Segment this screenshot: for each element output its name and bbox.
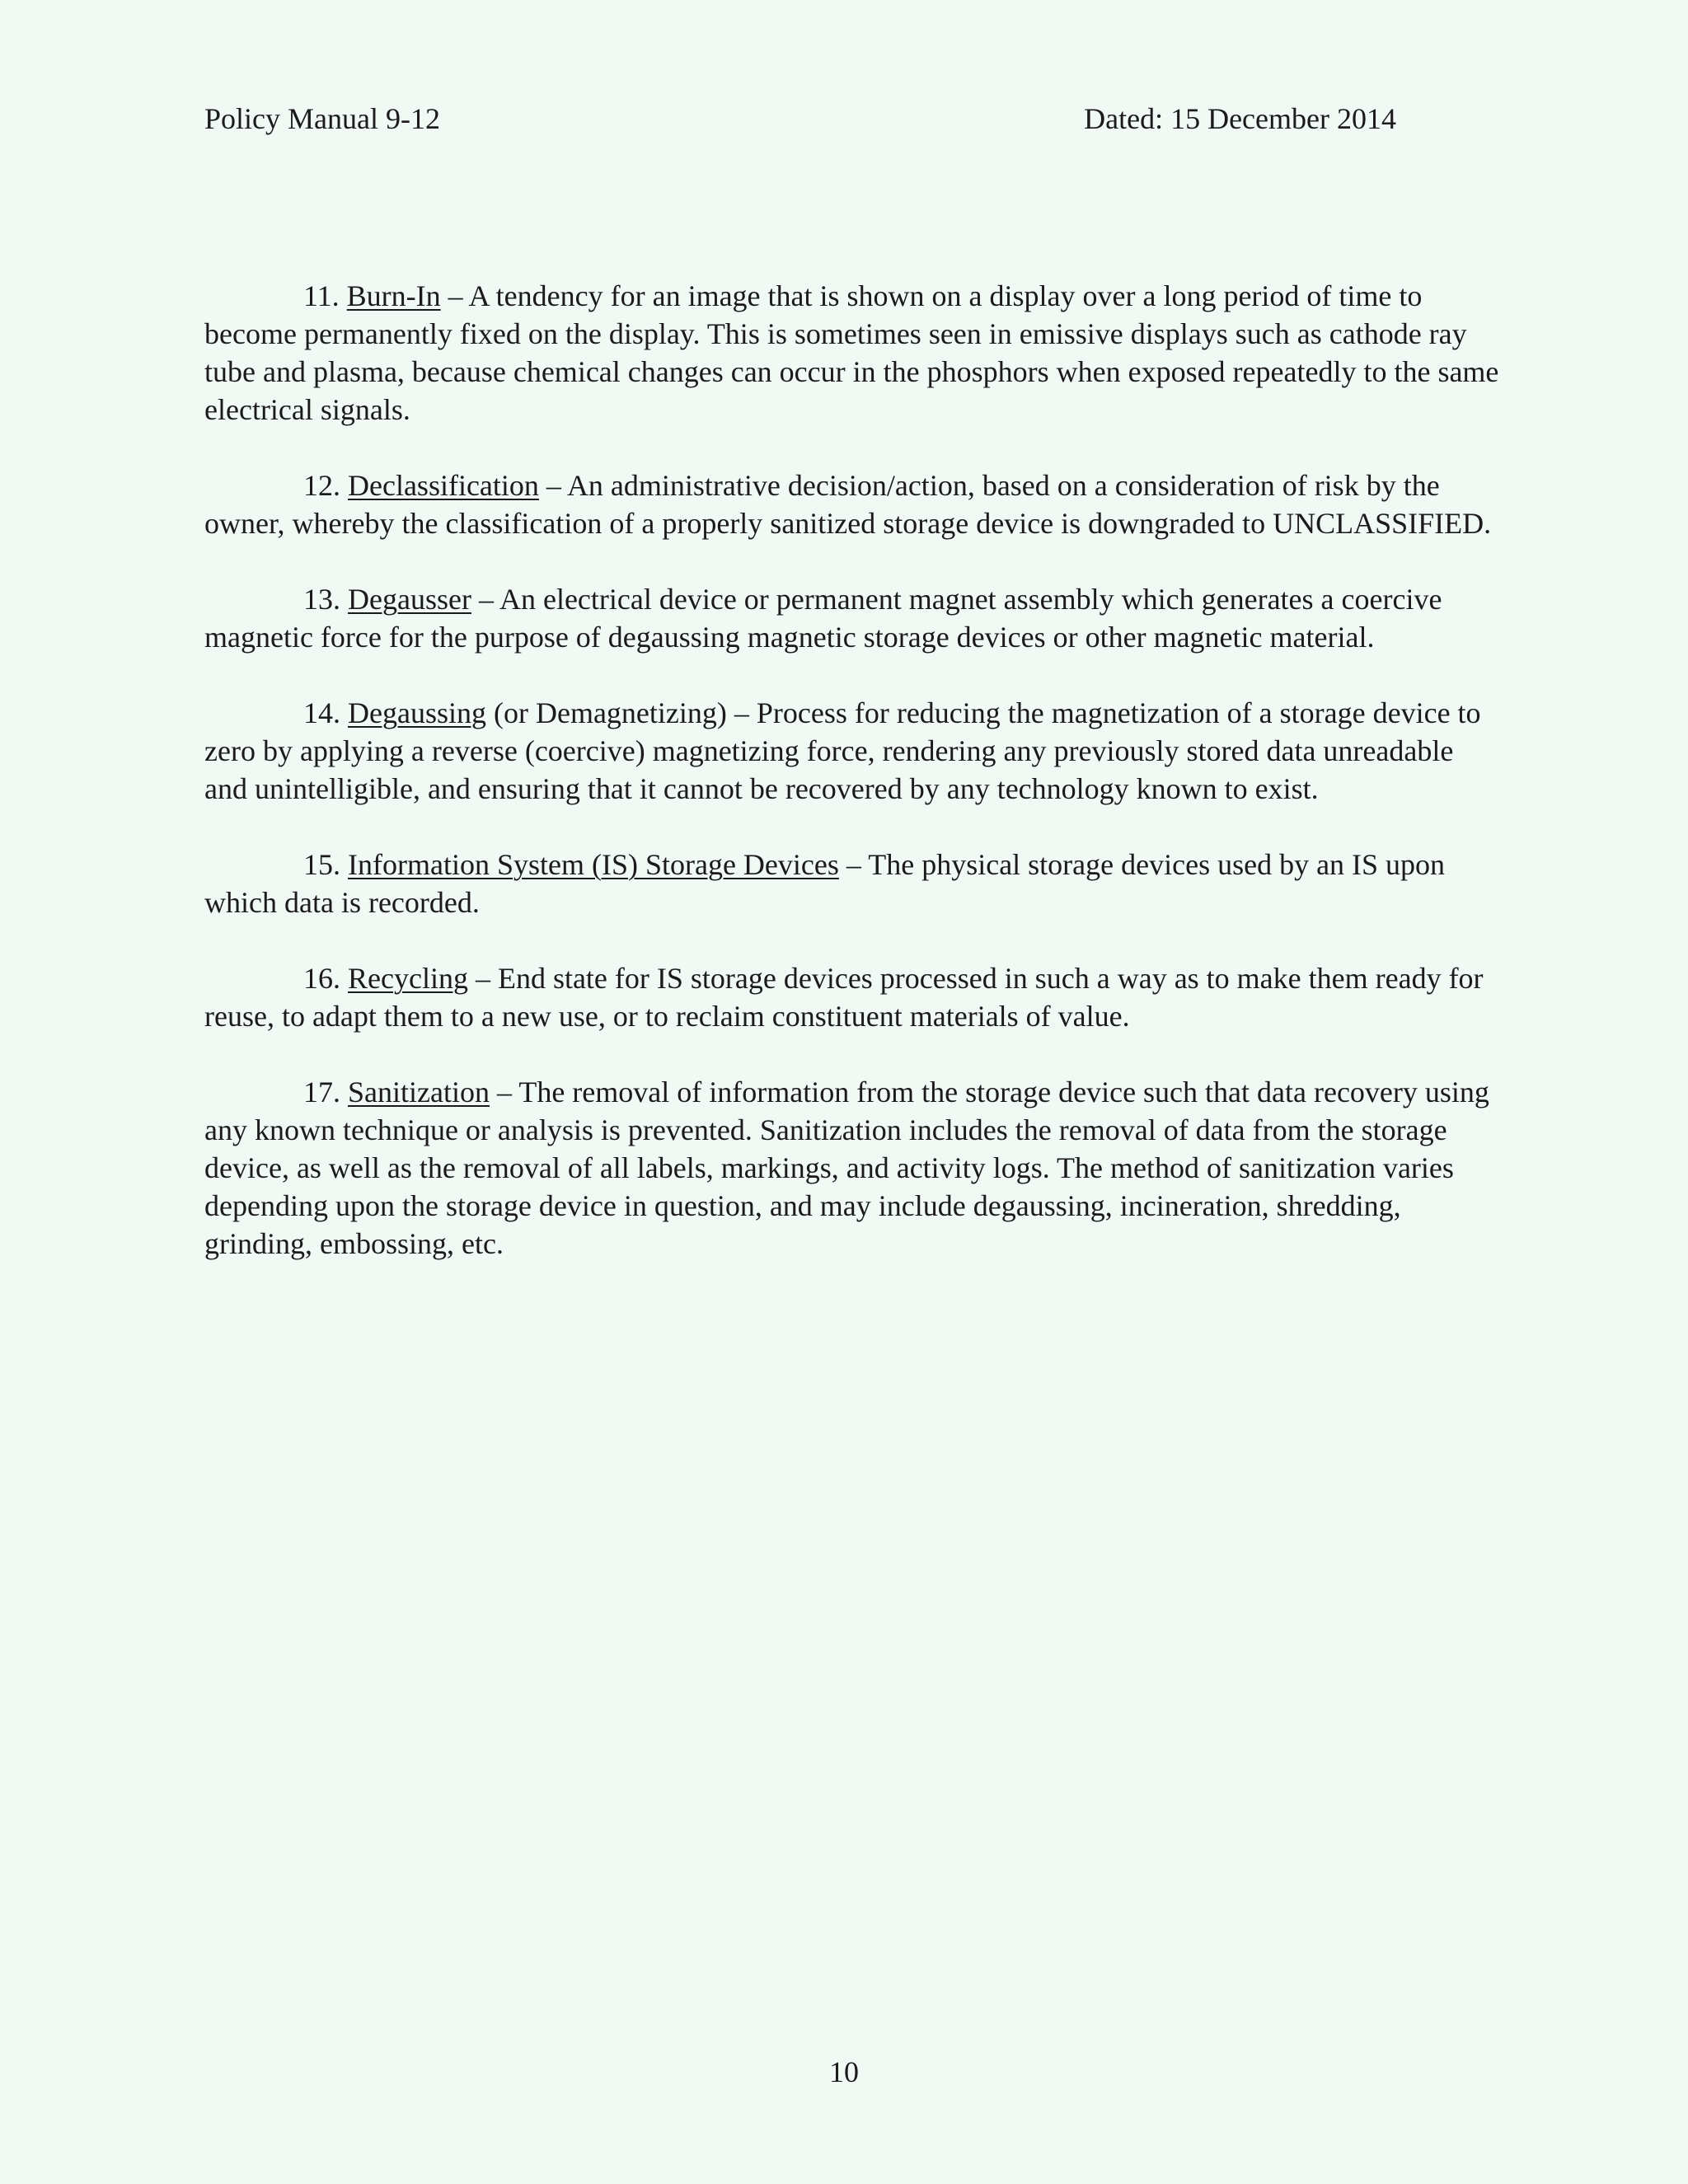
definition-text: (or Demagnetizing) – Process for reducing the magnetization of a storage device to zero by applying a reverse (coercive) magnetizing force, rendering any previously stored data unreadable and unintelligible, and ensuring that it cannot be recovered by any technology known to exist. bbox=[204, 696, 1481, 805]
definition-term: Recycling bbox=[348, 962, 468, 995]
definition-term: Sanitization bbox=[348, 1076, 490, 1108]
definition-separator: – bbox=[467, 962, 498, 995]
definition-item bbox=[204, 846, 1502, 921]
definition-term: Burn-In bbox=[346, 279, 441, 312]
definition-number: 16. bbox=[303, 962, 340, 995]
definition-number: 17. bbox=[303, 1076, 340, 1108]
definition-term: Information System (IS) Storage Devices bbox=[348, 848, 839, 881]
definition-item bbox=[204, 466, 1502, 542]
definition-text: A tendency for an image that is shown on a display over a long period of time to become permanently fixed on the display. This is sometimes seen in emissive displays such as cathode ray tube and plasma, because chemical changes can occur in the phosphors when exposed repeatedly to the same electrical signals. bbox=[204, 279, 1499, 426]
definition-separator: – bbox=[838, 848, 869, 881]
definition-separator: – bbox=[538, 469, 567, 502]
definition-item bbox=[204, 277, 1502, 429]
definition-separator: – bbox=[440, 279, 469, 312]
definition-separator: – bbox=[471, 583, 499, 616]
definition-text: End state for IS storage devices processed in such a way as to make them ready for reuse, to adapt them to a new use, or to reclaim constituent materials of value. bbox=[204, 962, 1484, 1033]
definition-term: Degaussing bbox=[348, 696, 486, 729]
definition-item bbox=[204, 580, 1502, 656]
definition-text: The removal of information from the storage device such that data recovery using any known technique or analysis is prevented. Sanitization includes the removal of data from the storage device, as well as the removal of all labels, markings, and activity logs. The method of sanitization varies depending upon the storage device in question, and may include degaussing, incineration, shredding, grinding, embossing, etc. bbox=[204, 1076, 1489, 1260]
page-number: 10 bbox=[829, 2055, 859, 2088]
definition-text: The physical storage devices used by an IS upon which data is recorded. bbox=[204, 848, 1446, 919]
definition-separator bbox=[486, 696, 494, 729]
definition-item bbox=[204, 959, 1502, 1035]
definition-item bbox=[204, 1073, 1502, 1263]
definition-number: 15. bbox=[303, 848, 340, 881]
definition-number: 11. bbox=[303, 279, 340, 312]
definition-text: An administrative decision/action, based on a consideration of risk by the owner, whereby the classification of a properly sanitized storage device is downgraded to UNCLASSIFIED. bbox=[204, 469, 1492, 540]
definition-term: Declassification bbox=[348, 469, 539, 502]
definition-text: An electrical device or permanent magnet assembly which generates a coercive magnetic force for the purpose of degaussing magnetic storage devices or other magnetic material. bbox=[204, 583, 1442, 654]
document-date: Dated: 15 December 2014 bbox=[1084, 102, 1396, 135]
definitions-list bbox=[204, 277, 1502, 1301]
definition-separator: – bbox=[489, 1076, 519, 1108]
definition-number: 14. bbox=[303, 696, 340, 729]
definition-term: Degausser bbox=[348, 583, 471, 616]
definition-number: 13. bbox=[303, 583, 340, 616]
manual-title: Policy Manual 9-12 bbox=[204, 102, 440, 135]
definition-number: 12. bbox=[303, 469, 340, 502]
definition-item bbox=[204, 694, 1502, 808]
